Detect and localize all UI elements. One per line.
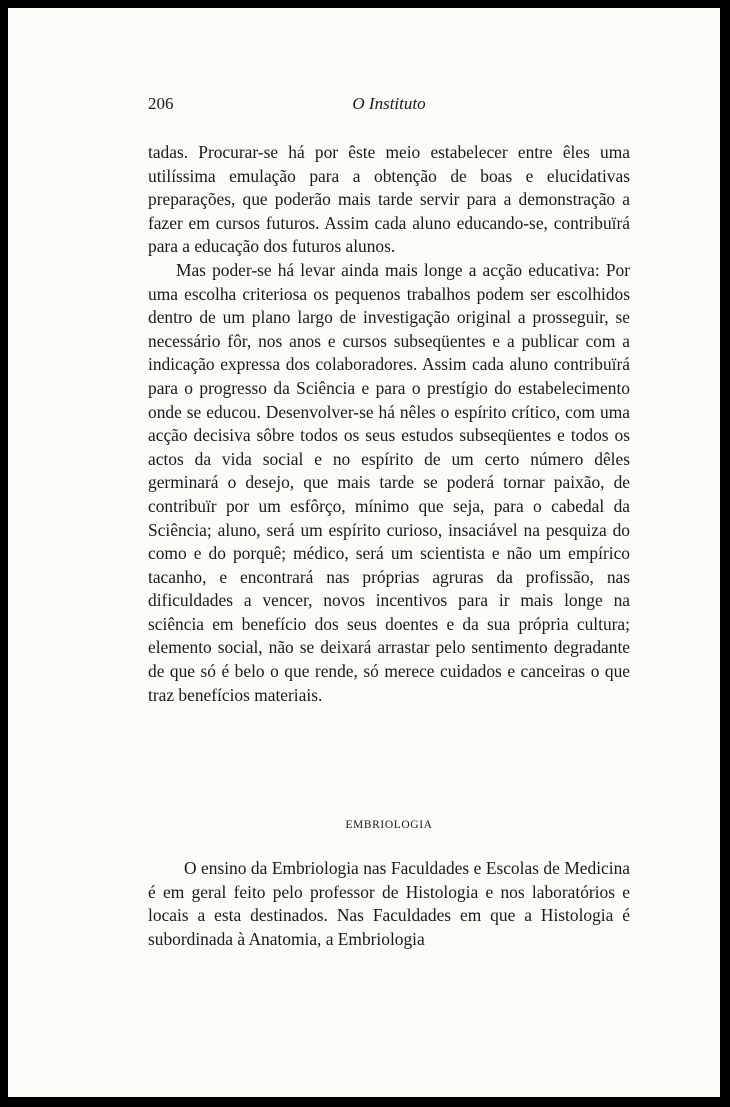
- page-number: 206: [148, 94, 174, 113]
- paragraph-educational-action: Mas poder-se há levar ainda mais longe a acção educativa: Por uma escolha criteriosa os pequenos trabalhos podem ser escolhidos dentro de um plano largo de investigação original a prosseguir, se necessário fôr, nos anos e cursos subseqüentes e a publicar com a indicação expressa dos colaboradores. Assim cada aluno contribuïrá para o progresso da Sciência e para o prestígio do estabelecimento onde se educou. Desenvolver-se há nêles o espírito crítico, com uma acção decisiva sôbre todos os seus estudos subseqüentes e todos os actos da vida social e no espírito de um certo número dêles germinará o desejo, que mais tarde se poderá tornar paixão, de contribuïr por um esfôrço, mínimo que seja, para o cabedal da Sciência; aluno, será um espírito curioso, insaciável na pesquiza do como e do porquê; médico, será um scientista e não um empírico tacanho, e encontrará nas próprias agruras da profissão, nas dificuldades a vencer, novos incentivos para ir mais longe na sciência em benefício dos seus doentes e da sua própria cultura; elemento social, não se deixará arrastar pelo sentimento degradante de que só é belo o que rende, só merece cuidados e canceiras o que traz benefícios materiais.: [148, 259, 630, 705]
- book-page: [8, 8, 720, 1097]
- section-heading: EMBRIOLOGIA: [345, 819, 433, 831]
- body-text: [148, 141, 630, 707]
- section-paragraph: O ensino da Embriologia nas Faculdades e Escolas de Medicina é em geral feito pelo professor de Histologia e nos laboratórios e locais a esta destinados. Nas Faculdades em que a Histologia é subordinada à Anatomia, a Embriologia: [148, 858, 630, 949]
- running-title: O Instituto: [352, 94, 426, 113]
- page-header: [148, 94, 630, 120]
- paragraph-continuation: tadas. Procurar-se há por êste meio estabelecer entre êles uma utilíssima emulação para a obtenção de boas e elucidativas preparações, que poderão mais tarde servir para a demonstração a fazer em cursos futuros. Assim cada aluno educando-se, contribuïrá para a educação dos futuros alunos.: [148, 142, 630, 257]
